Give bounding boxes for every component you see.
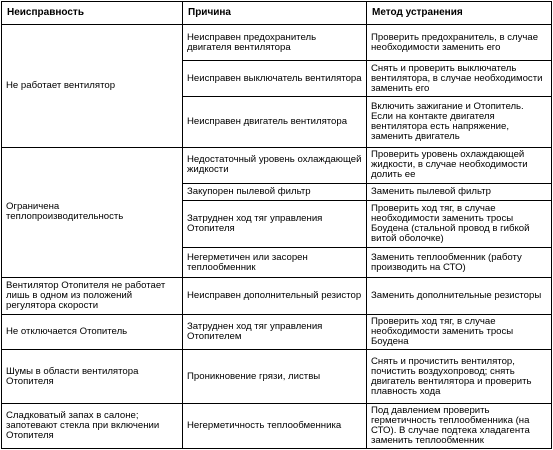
troubleshooting-table xyxy=(1,1,552,449)
cause-cell: Неисправен предохранитель двигателя вентилятора xyxy=(183,25,367,61)
remedy-cell: Снять и проверить выключатель вентилятора, в случае необходимости заменить его xyxy=(367,61,552,97)
cause-cell: Затруднен ход тяг управления Отопителем xyxy=(183,315,367,350)
cause-cell: Затруднен ход тяг управления Отопителя xyxy=(183,200,367,247)
remedy-cell: Заменить теплообменник (работу производить на СТО) xyxy=(367,248,552,278)
remedy-cell: Заменить дополнительные резисторы xyxy=(367,278,552,315)
fault-cell: Не отключается Отопитель xyxy=(2,315,183,350)
header-row xyxy=(2,2,552,25)
table-row xyxy=(2,25,552,61)
cause-cell: Негерметичность теплообменника xyxy=(183,403,367,448)
remedy-cell: Проверить предохранитель, в случае необходимости заменить его xyxy=(367,25,552,61)
fault-cell: Не работает вентилятор xyxy=(2,25,183,148)
remedy-cell: Снять и прочистить вентилятор, почистить воздухопровод; снять двигатель вентилятора и проверить плавность хода xyxy=(367,350,552,403)
header-fault: Неисправность xyxy=(2,2,183,25)
header-remedy: Метод устранения xyxy=(367,2,552,25)
cause-cell: Закупорен пылевой фильтр xyxy=(183,183,367,200)
cause-cell: Проникновение грязи, листвы xyxy=(183,350,367,403)
remedy-cell: Включить зажигание и Отопитель. Если на контакте двигателя вентилятора есть напряжение, заменить двигатель xyxy=(367,97,552,147)
table-row xyxy=(2,278,552,315)
fault-cell: Шумы в области вентилятора Отопителя xyxy=(2,350,183,403)
remedy-cell: Заменить пылевой фильтр xyxy=(367,183,552,200)
cause-cell: Неисправен дополнительный резистор xyxy=(183,278,367,315)
cause-cell: Негерметичен или засорен теплообменник xyxy=(183,248,367,278)
fault-cell: Сладковатый запах в салоне; запотевают стекла при включении Отопителя xyxy=(2,403,183,448)
header-cause: Причина xyxy=(183,2,367,25)
cause-cell: Недостаточный уровень охлаждающей жидкости xyxy=(183,147,367,183)
fault-cell: Вентилятор Отопителя не работает лишь в одном из положений регулятора скорости xyxy=(2,278,183,315)
table-row xyxy=(2,147,552,183)
cause-cell: Неисправен выключатель вентилятора xyxy=(183,61,367,97)
table-row xyxy=(2,403,552,448)
remedy-cell: Проверить уровень охлаждающей жидкости, в случае необходимости долить ее xyxy=(367,147,552,183)
remedy-cell: Проверить ход тяг, в случае необходимости заменить тросы Боудена xyxy=(367,315,552,350)
remedy-cell: Проверить ход тяг, в случае необходимости заменить тросы Боудена (стальной провод в гибкой витой оболочке) xyxy=(367,200,552,247)
fault-cell: Ограничена теплопроизводительность xyxy=(2,147,183,278)
table-row xyxy=(2,350,552,403)
remedy-cell: Под давлением проверить герметичность теплообменника (на СТО). В случае подтека хладагента заменить теплообменник xyxy=(367,403,552,448)
table-row xyxy=(2,315,552,350)
cause-cell: Неисправен двигатель вентилятора xyxy=(183,97,367,147)
